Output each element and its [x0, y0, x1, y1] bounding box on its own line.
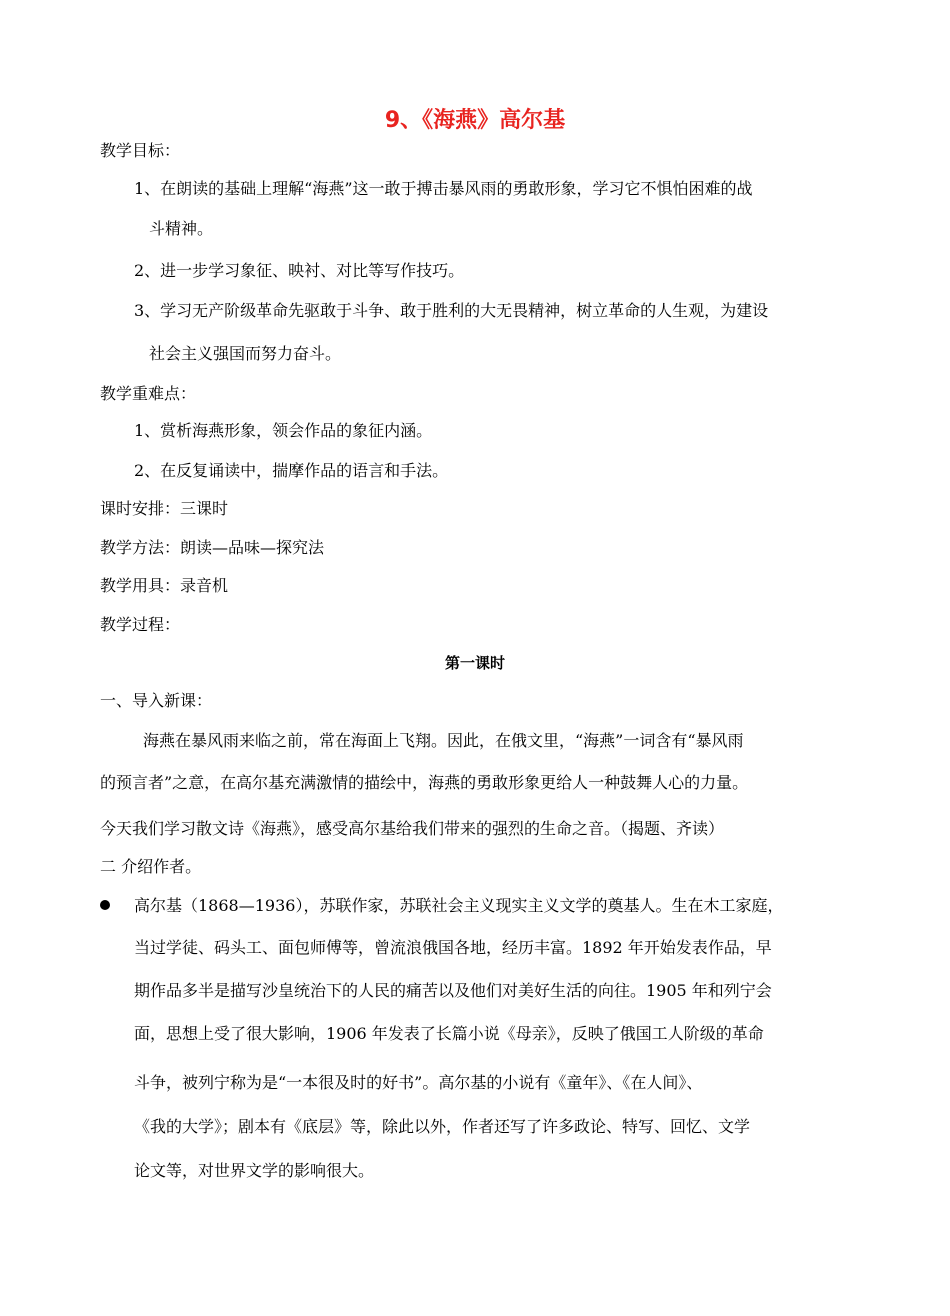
intro-paragraph-line-3: 今天我们学习散文诗《海燕》，感受高尔基给我们带来的强烈的生命之音。（揭题、齐读）	[100, 819, 725, 838]
bullet-icon	[100, 900, 110, 910]
objective-3-line-2: 社会主义强国而努力奋斗。	[149, 344, 342, 363]
lesson-1-heading: 第一课时	[444, 654, 505, 672]
section-2-heading: 二 介绍作者。	[100, 857, 202, 876]
document-title: 9、《海燕》高尔基	[384, 108, 566, 133]
objective-2: 2、进一步学习象征、映衬、对比等写作技巧。	[134, 261, 465, 280]
intro-paragraph-line-1: 海燕在暴风雨来临之前，常在海面上飞翔。因此，在俄文里，“海燕”一词含有“暴风雨	[143, 731, 744, 750]
intro-paragraph-line-2: 的预言者”之意，在高尔基充满激情的描绘中，海燕的勇敢形象更给人一种鼓舞人心的力量。	[100, 773, 749, 792]
objectives-heading: 教学目标：	[100, 141, 181, 160]
tools-line: 教学用具：录音机	[100, 576, 229, 595]
author-bio-line: 高尔基（1868—1936），苏联作家，苏联社会主义现实主义文学的奠基人。生在木工家庭，	[134, 896, 784, 915]
author-bio-line: 期作品多半是描写沙皇统治下的人民的痛苦以及他们对美好生活的向往。1905 年和列宁会	[134, 981, 772, 1000]
author-bio-line: 面，思想上受了很大影响，1906 年发表了长篇小说《母亲》，反映了俄国工人阶级的革命	[134, 1024, 764, 1043]
key-point-1: 1、赏析海燕形象，领会作品的象征内涵。	[134, 421, 433, 440]
objective-1-line-2: 斗精神。	[149, 219, 214, 238]
schedule-line: 课时安排：三课时	[100, 499, 229, 518]
author-bio-line: 《我的大学》；剧本有《底层》等，除此以外，作者还写了许多政论、特写、回忆、文学	[134, 1117, 751, 1136]
key-points-heading: 教学重难点：	[100, 384, 197, 403]
section-1-heading: 一、导入新课：	[100, 691, 213, 710]
process-heading: 教学过程：	[100, 615, 181, 634]
objective-3-line-1: 3、学习无产阶级革命先驱敢于斗争、敢于胜利的大无畏精神，树立革命的人生观，为建设	[134, 301, 769, 320]
author-bio-line: 斗争，被列宁称为是“一本很及时的好书”。高尔基的小说有《童年》、《在人间》、	[134, 1073, 703, 1092]
author-bio-line: 当过学徒、码头工、面包师傅等，曾流浪俄国各地，经历丰富。1892 年开始发表作品，早	[134, 938, 772, 957]
key-point-2: 2、在反复诵读中，揣摩作品的语言和手法。	[134, 461, 449, 480]
objective-1-line-1: 1、在朗读的基础上理解“海燕”这一敢于搏击暴风雨的勇敢形象，学习它不惧怕困难的战	[134, 179, 753, 198]
author-bio-line: 论文等，对世界文学的影响很大。	[134, 1161, 375, 1180]
method-line: 教学方法：朗读—品味—探究法	[100, 538, 325, 557]
